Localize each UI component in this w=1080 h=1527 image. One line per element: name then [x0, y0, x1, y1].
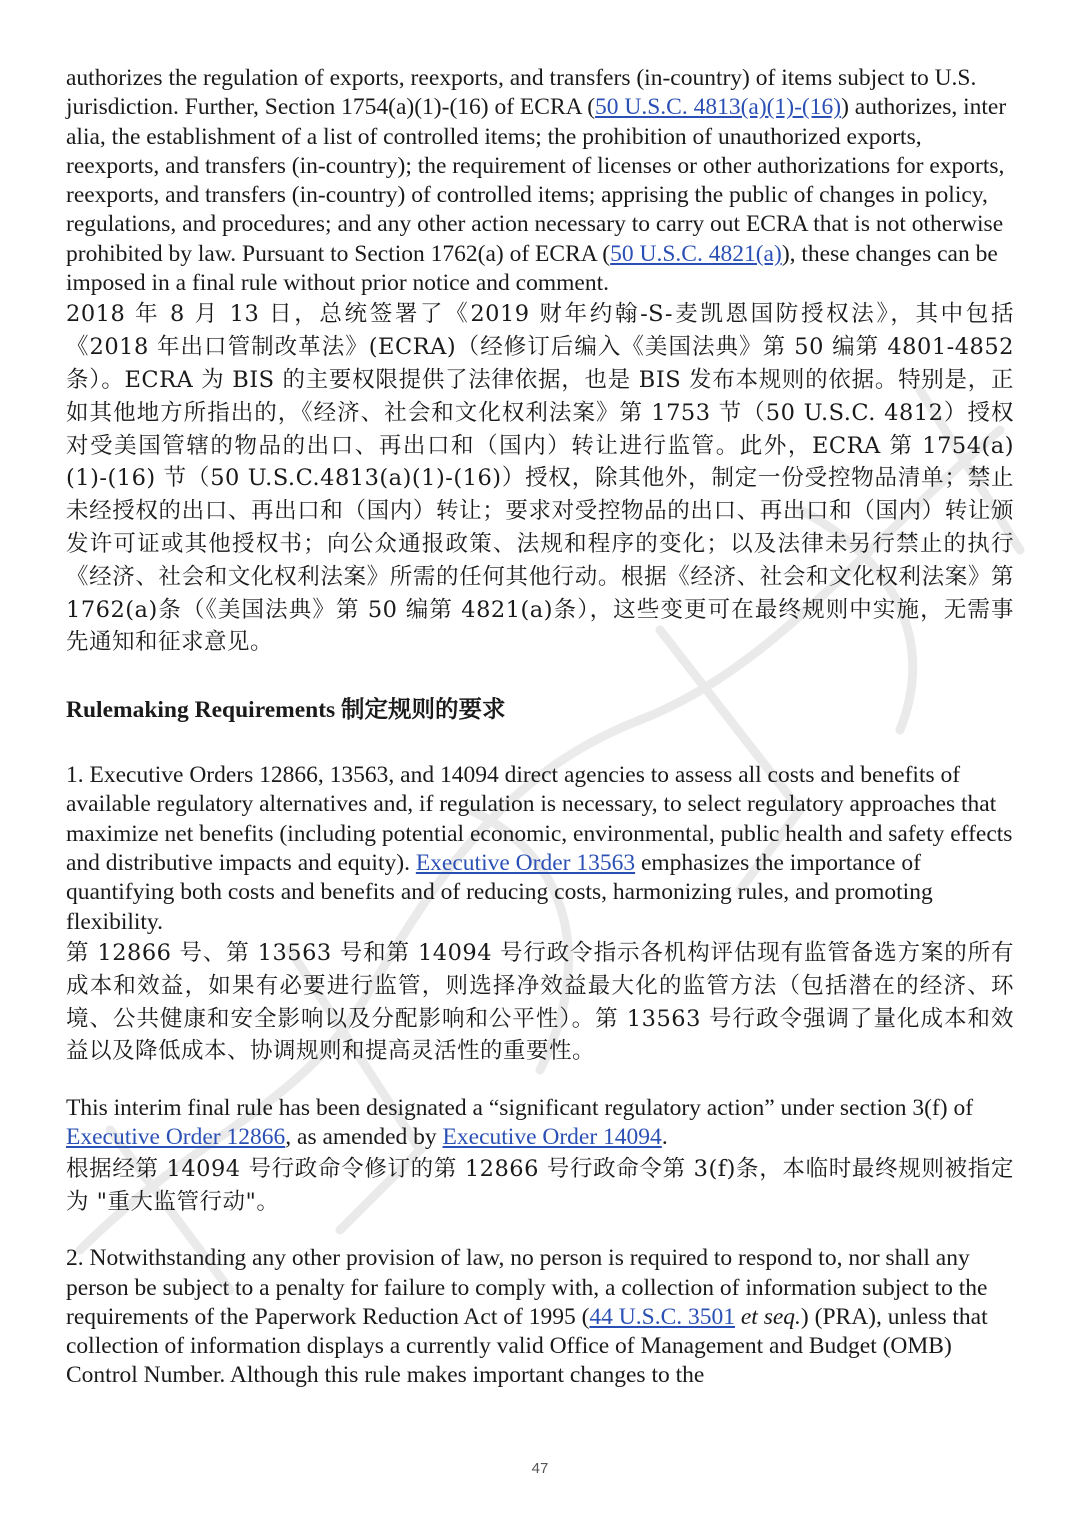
pra-text-2: ) (PRA), unless that collection of information displays a currently valid Office of Management and Budget (OMB) Control Number. Although this rule makes important changes to the: [66, 1303, 988, 1389]
spacer: [66, 1068, 1014, 1094]
sig-text-3: .: [661, 1124, 668, 1151]
authority-text-3: ), these changes can be imposed in a final rule without prior notice and comment.: [66, 240, 998, 297]
authority-text-1: authorizes the regulation of exports, reexports, and transfers (in-country) of items subject to U.S. jurisdiction. Further, Section 1754(a)(1)-(16) of ECRA (: [66, 65, 977, 121]
spacer: [66, 659, 1014, 695]
significant-action-paragraph-en: [66, 1094, 1014, 1153]
spacer: [66, 725, 1014, 761]
section-heading: [66, 695, 1014, 725]
authority-paragraph-en: [66, 64, 1014, 298]
spacer: [66, 1218, 1014, 1244]
usc-3501-link[interactable]: 44 U.S.C. 3501: [589, 1303, 735, 1330]
eo-text-1: 1. Executive Orders 12866, 13563, and 14094 direct agencies to assess all costs and benefits of available regulatory alternatives and, if regulation is necessary, to select regulatory approaches that maximize net benefits (including potential economic, environmental, public health and safety effects and distributive impacts and equity).: [66, 762, 1013, 877]
usc-4821-link[interactable]: 50 U.S.C. 4821(a): [610, 240, 782, 267]
page-number: 47: [531, 1460, 549, 1477]
significant-action-paragraph-zh: 根据经第 14094 号行政命令修订的第 12866 号行政命令第 3(f)条，本临时最终规则被指定为 "重大监管行动"。: [66, 1155, 1014, 1215]
sig-text-2: , as amended by: [285, 1124, 443, 1151]
pra-paragraph-en: [66, 1244, 1014, 1390]
sig-text-1: This interim final rule has been designated a “significant regulatory action” under section 3(f) of: [66, 1095, 974, 1122]
executive-orders-paragraph-zh: 第 12866 号、第 13563 号和第 14094 号行政令指示各机构评估现有监管备选方案的所有成本和效益，如果有必要进行监管，则选择净效益最大化的监管方法（包括潜在的经济、环境、公共健康和安全影响以及分配影响和公平性）。第 13563 号行政令强调了量化成本和效益以及降低成本、协调规则和提高灵活性的重要性。: [66, 939, 1014, 1065]
authority-paragraph-zh: 2018 年 8 月 13 日，总统签署了《2019 财年约翰-S-麦凯恩国防授权法》，其中包括《2018 年出口管制改革法》(ECRA)（经修订后编入《美国法典》第 50 编第 4801-4852 条）。ECRA 为 BIS 的主要权限提供了法律依据，也是 BIS 发布本规则的依据。特别是，正如其他地方所指出的，《经济、社会和文化权利法案》第 1753 节（50 U.S.C. 4812）授权对受美国管辖的物品的出口、再出口和（国内）转让进行监管。此外，ECRA 第 1754(a)(1)-(16) 节（50 U.S.C.4813(a)(1)-(16)）授权，除其他外，制定一份受控物品清单；禁止未经授权的出口、再出口和（国内）转让；要求对受控物品的出口、再出口和（国内）转让颁发许可证或其他授权书；向公众通报政策、法规和程序的变化；以及法律未另行禁止的执行《经济、社会和文化权利法案》所需的任何其他行动。根据《经济、社会和文化权利法案》第 1762(a)条（《美国法典》第 50 编第 4821(a)条），这些变更可在最终规则中实施，无需事先通知和征求意见。: [66, 301, 1014, 656]
section-heading-en: Rulemaking Requirements: [66, 697, 336, 724]
eo-13563-link[interactable]: Executive Order 13563: [415, 850, 636, 877]
eo-text-2: emphasizes the importance of quantifying both costs and benefits and of reducing costs, harmonizing rules, and promoting flexibility.: [66, 850, 933, 935]
document-page: [66, 64, 1014, 1391]
authority-text-2: ) authorizes, inter alia, the establishment of a list of controlled items; the prohibition of unauthorized exports, reexports, and transfers (in-country); the requirement of licenses or other authorizations for exports, reexports, and transfers (in-country) of controlled items; apprising the public of changes in policy, regulations, and procedures; and any other action necessary to carry out ECRA that is not otherwise prohibited by law. Pursuant to Section 1762(a) of ECRA (: [66, 94, 1007, 267]
et-seq-text: et seq.: [740, 1303, 801, 1330]
executive-orders-paragraph-en: [66, 761, 1014, 937]
pra-text-1: 2. Notwithstanding any other provision of law, no person is required to respond to, nor shall any person be subject to a penalty for failure to comply with, a collection of information subject to the requirements of the Paperwork Reduction Act of 1995 (: [66, 1245, 988, 1330]
eo-14094-link[interactable]: Executive Order 14094: [442, 1124, 662, 1151]
section-heading-zh: 制定规则的要求: [341, 697, 506, 724]
usc-4813-link[interactable]: 50 U.S.C. 4813(a)(1)-(16): [595, 94, 842, 121]
eo-12866-link[interactable]: Executive Order 12866: [66, 1124, 286, 1151]
